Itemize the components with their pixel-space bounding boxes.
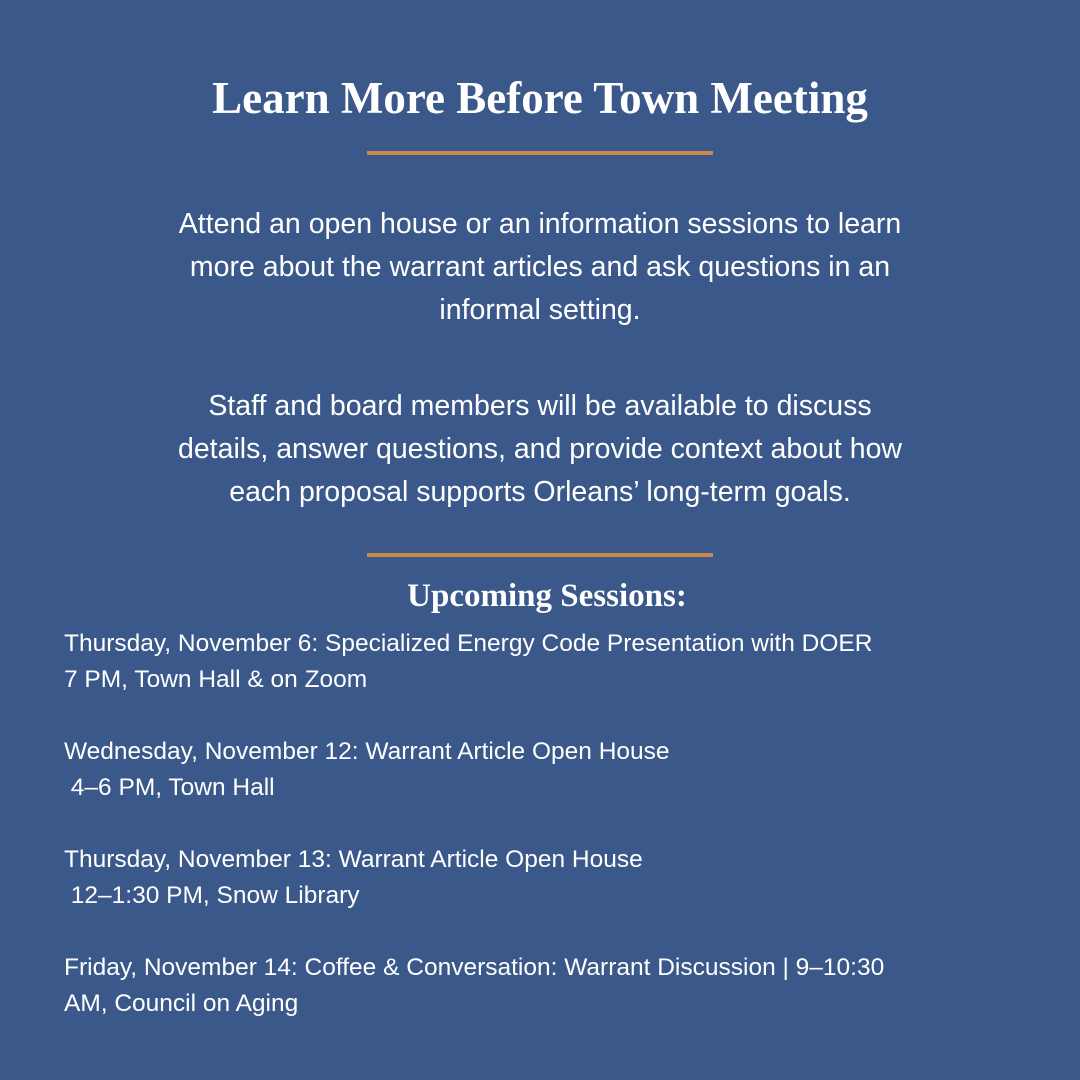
divider-middle — [367, 553, 713, 557]
sessions-list — [64, 626, 884, 1058]
details-line: each proposal supports Orleans’ long-term goals. — [229, 476, 851, 508]
session-title: Friday, November 14: Coffee & Conversation: Warrant Discussion | 9–10:30 — [64, 954, 885, 981]
intro-paragraph — [0, 203, 1080, 332]
session-title: Thursday, November 13: Warrant Article Open House — [64, 846, 643, 873]
intro-line: more about the warrant articles and ask questions in an — [189, 251, 891, 283]
page-title: Learn More Before Town Meeting — [212, 73, 868, 123]
session-item — [64, 950, 884, 1022]
details-line: Staff and board members will be available to discuss — [208, 390, 872, 422]
session-title: Thursday, November 6: Specialized Energy Code Presentation with DOER — [64, 630, 873, 657]
session-time-location: 12–1:30 PM, Snow Library — [64, 882, 360, 909]
intro-line: Attend an open house or an information sessions to learn — [178, 208, 902, 240]
session-time-location: 7 PM, Town Hall & on Zoom — [64, 666, 368, 693]
session-title: Wednesday, November 12: Warrant Article Open House — [64, 738, 670, 765]
session-time-location: 4–6 PM, Town Hall — [64, 774, 275, 801]
session-item — [64, 626, 884, 698]
divider-top — [367, 151, 713, 155]
details-line: details, answer questions, and provide context about how — [177, 433, 903, 465]
session-item — [64, 734, 884, 806]
details-paragraph — [0, 385, 1080, 514]
sessions-heading: Upcoming Sessions: — [407, 578, 687, 614]
intro-line: informal setting. — [439, 294, 641, 326]
session-time-location: AM, Council on Aging — [64, 990, 299, 1017]
session-item — [64, 842, 884, 914]
